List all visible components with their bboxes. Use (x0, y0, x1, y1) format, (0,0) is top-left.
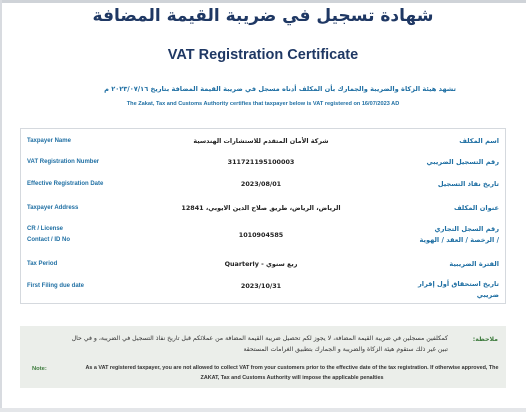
cr-license-label-line2: Contact / ID No (27, 237, 70, 243)
taxpayer-details-table (20, 128, 506, 304)
certification-statement-arabic: تشهد هيئة الزكاة والضريبة والجمارك بأن المكلف أدناه مسجل في ضريبة القيمة المضافة بتاريخ ٢٠٢٣/٠٧/١٦ م (104, 85, 456, 93)
first-filing-value: 2023/10/31 (240, 282, 282, 290)
effective-date-label-ar: تاريخ نفاذ التسجيل (437, 180, 499, 188)
first-filing-label-en: First Filing due date (27, 283, 85, 289)
cr-license-label-en (27, 224, 70, 246)
address-value: الرياض، الرياض، طريق صلاح الدين الايوبي، 12841 (181, 204, 341, 212)
cr-license-label-ar (403, 224, 499, 246)
taxpayer-name-label-ar: اسم المكلف (459, 137, 499, 145)
address-label-en: Taxpayer Address (27, 205, 79, 211)
taxpayer-name-label-en: Taxpayer Name (27, 138, 71, 144)
effective-date-label-en: Effective Registration Date (27, 181, 104, 187)
address-label-ar: عنوان المكلف (453, 204, 499, 212)
certification-statement-english: The Zakat, Tax and Customs Authority certifies that taxpayer below is VAT registered on 16/07/2023 AD (126, 101, 400, 107)
top-edge (0, 0, 526, 3)
note-text-arabic: كمكلفين مسجلين في ضريبة القيمة المضافة، لا يجوز لكم تحصيل ضريبة القيمة المضافة من عملائكم قبل تاريخ نفاذ التسجيل في الضريبة، و في حال تبين غير ذلك ستقوم هيئة الزكاة والضريبة و الجمارك بتطبيق الغرامات المستحقة (71, 335, 448, 353)
cr-license-label-ar-line2: / الرخصة / العقد / الهوية (419, 236, 499, 244)
note-box (20, 326, 506, 388)
note-label-arabic: ملاحظة: (472, 336, 498, 343)
vat-number-label-ar: رقم التسجيل الضريبي (426, 158, 499, 166)
tax-period-value: ربع سنوي - Quarterly (224, 260, 298, 268)
bottom-edge (0, 408, 526, 412)
note-text-english: As a VAT registered taxpayer, you are not allowed to collect VAT from your customers prior to the effective date of the tax registration. If otherwise approved, The ZAKAT, Tax and Customs Authority will impose the applicable penalties (85, 365, 499, 381)
first-filing-label-ar-line1: تاريخ استحقاق أول إقرار (418, 280, 499, 288)
vat-number-label-en: VAT Registration Number (27, 159, 100, 165)
tax-period-label-en: Tax Period (27, 261, 58, 267)
cr-license-label-ar-line1: رقم السجل التجاري (434, 225, 499, 233)
first-filing-label-ar-line2: ضريبي (476, 291, 499, 299)
tax-period-label-ar: الفترة الضريبية (449, 260, 499, 268)
taxpayer-name-value: شركة الأمان المتقدم للاستشارات الهندسية (193, 137, 329, 145)
note-label-english: Note: (32, 366, 47, 372)
certificate-title-english: VAT Registration Certificate (167, 47, 359, 63)
cr-license-label-line1: CR / License (27, 226, 64, 232)
first-filing-label-ar (403, 279, 499, 301)
vat-number-value: 311721195100003 (227, 158, 295, 166)
cr-license-value: 1010904585 (238, 231, 284, 239)
certificate-title-arabic: شهادة تسجيل في ضريبة القيمة المضافة (92, 6, 434, 26)
effective-date-value: 2023/08/01 (240, 180, 282, 188)
